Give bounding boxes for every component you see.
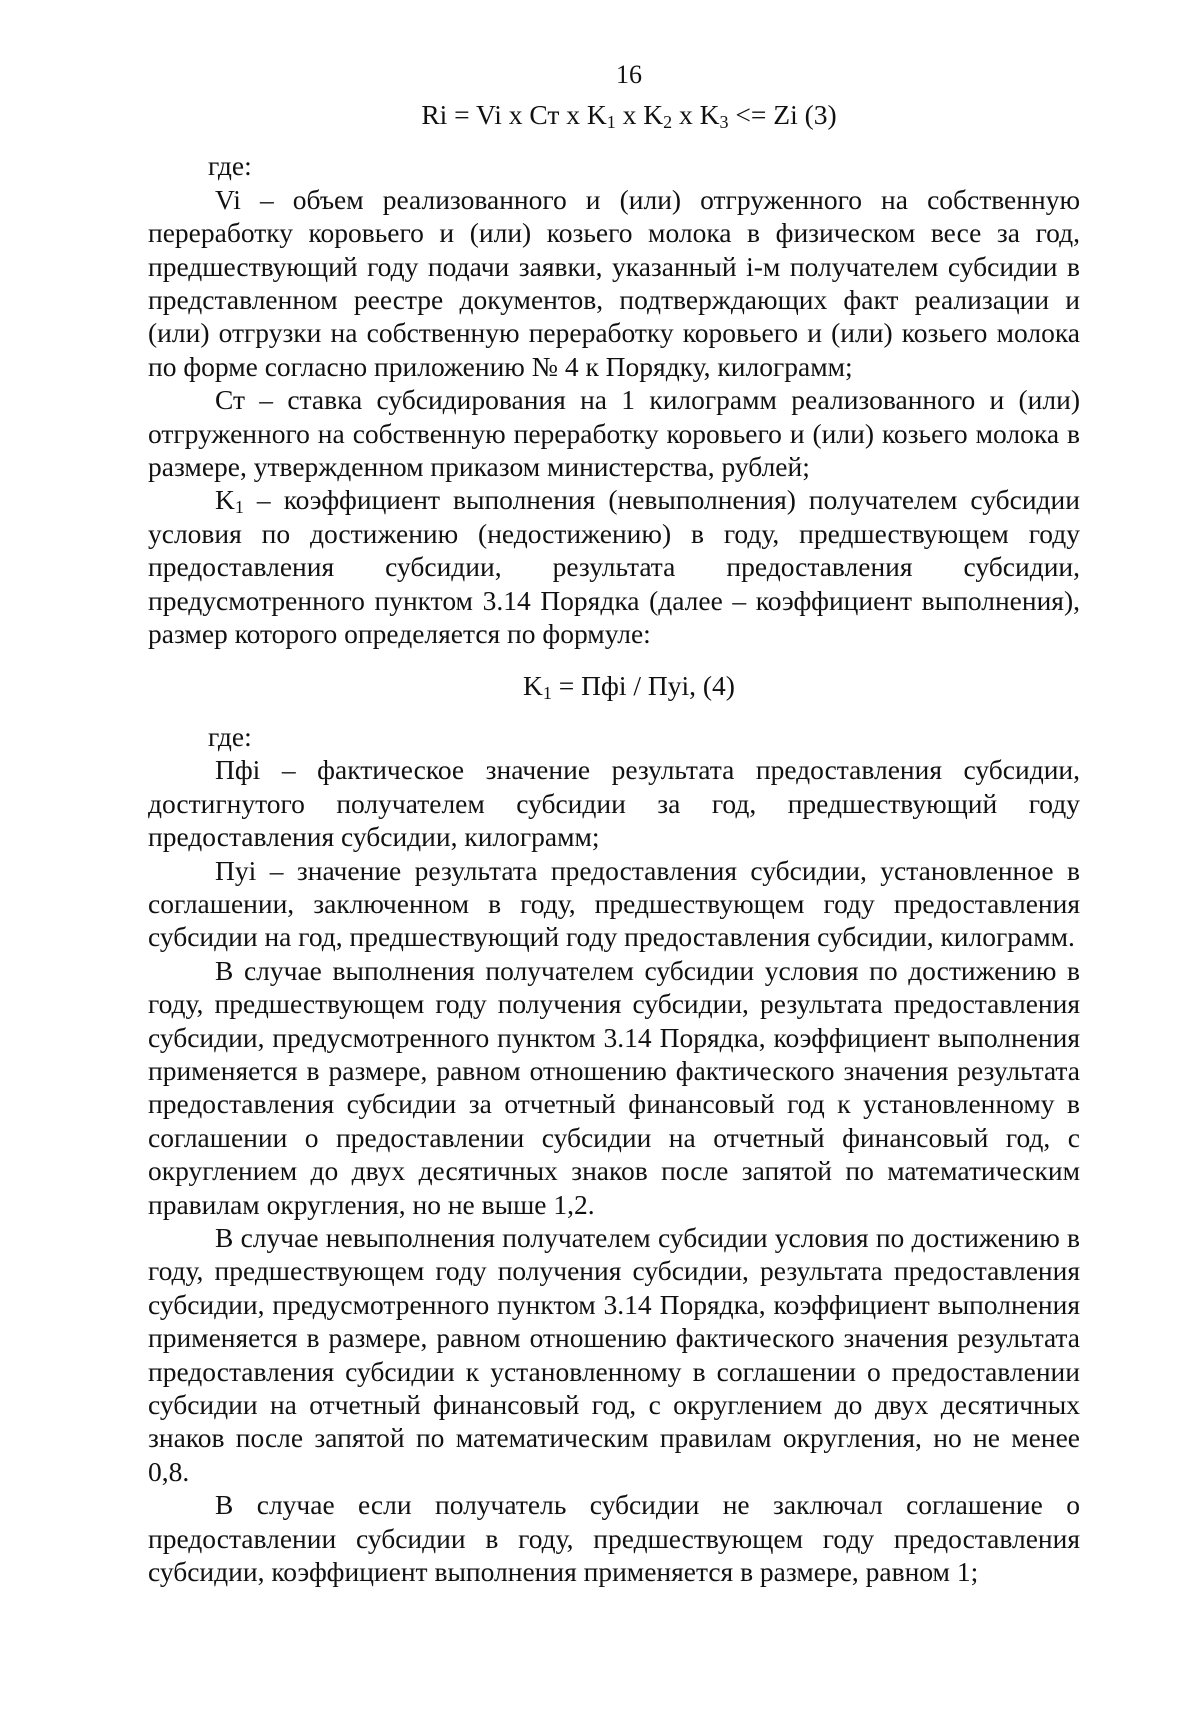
definition-term: Vi: [215, 183, 241, 215]
definition-term-sub: 1: [234, 497, 244, 518]
document-page: [148, 60, 1080, 1588]
formula-3-sub-2: 2: [663, 112, 673, 132]
formula-4-lhs: K: [523, 669, 543, 701]
definition-k1: [148, 483, 1080, 650]
definition-text: – фактическое значение результата предоставления субсидии, достигнутого получателем субсидии за год, предшествующий году предоставления субсидии, килограмм;: [148, 754, 1080, 853]
definition-term: K: [215, 484, 235, 516]
paragraph-nonfulfillment: В случае невыполнения получателем субсидии условия по достижению в году, предшествующем году получения субсидии, результата предоставления субсидии, предусмотренного пунктом 3.14 Порядка, коэффициент выполнения применяется в размере, равном отношению фактического значения результата предоставления субсидии к установленному в соглашении о предоставлении субсидии на отчетный финансовый год, с округлением до двух десятичных знаков после запятой по математическим правилам округления, но не менее 0,8.: [148, 1222, 1080, 1487]
formula-3-sub-3: 3: [719, 112, 729, 132]
formula-3: [148, 98, 1080, 131]
formula-3-sub-1: 1: [606, 112, 616, 132]
formula-3-mid-2: x K: [672, 99, 720, 130]
definition-vi: [148, 183, 1080, 383]
definition-term: Пфi: [215, 754, 261, 786]
definition-text: – коэффициент выполнения (невыполнения) получателем субсидии условия по достижению (недостижению) в году, предшествующем году предоставления субсидии, результата предоставления субсидии, предусмотренного пунктом 3.14 Порядка (далее – коэффициент выполнения), размер которого определяется по формуле:: [148, 484, 1080, 650]
formula-4: [148, 669, 1080, 702]
page-number: 16: [616, 60, 642, 89]
definition-text: – объем реализованного и (или) отгруженного на собственную переработку коровьего и (или) козьего молока в физическом весе за год, предшествующий году подачи заявки, указанный i-м получателем субсидии в представленном реестре документов, подтверждающих факт реализации и (или) отгрузки на собственную переработку коровьего и (или) козьего молока по форме согласно приложению № 4 к Порядку, килограмм;: [148, 183, 1080, 382]
formula-4-rhs: = Пфi / Пуi, (4): [551, 669, 735, 701]
definition-pfi: [148, 753, 1080, 853]
formula-3-lhs: Ri = Vi x Ст x K: [421, 99, 607, 130]
paragraph-fulfillment: В случае выполнения получателем субсидии условия по достижению в году, предшествующем году получения субсидии, результата предоставления субсидии, предусмотренного пунктом 3.14 Порядка, коэффициент выполнения применяется в размере, равном отношению фактического значения результата предоставления субсидии за отчетный финансовый год к установленному в соглашении о предоставлении субсидии на отчетный финансовый год, с округлением до двух десятичных знаков после запятой по математическим правилам округления, но не выше 1,2.: [148, 954, 1080, 1220]
definition-term: Ст: [215, 384, 245, 416]
paragraph-no-agreement: В случае если получатель субсидии не заключал соглашение о предоставлении субсидии в году, предшествующем году предоставления субсидии, коэффициент выполнения применяется в размере, равном 1;: [148, 1489, 1080, 1588]
formula-3-rhs: <= Zi (3): [728, 99, 837, 130]
definition-st: [148, 383, 1080, 483]
definition-text: – ставка субсидирования на 1 килограмм реализованного и (или) отгруженного на собственную переработку коровьего и (или) козьего молока в размере, утвержденном приказом министерства, рублей;: [148, 384, 1080, 483]
definition-pui: [148, 854, 1080, 954]
where-label-1: где:: [208, 150, 252, 182]
where-label-2: где:: [208, 720, 252, 752]
definition-term: Пуi: [215, 854, 257, 886]
formula-3-mid-1: x K: [615, 99, 664, 130]
formula-4-sub: 1: [542, 682, 552, 703]
definition-text: – значение результата предоставления субсидии, установленное в соглашении, заключенном в году, предшествующем году предоставления субсидии на год, предшествующий году предоставления субсидии, килограмм.: [148, 854, 1080, 953]
